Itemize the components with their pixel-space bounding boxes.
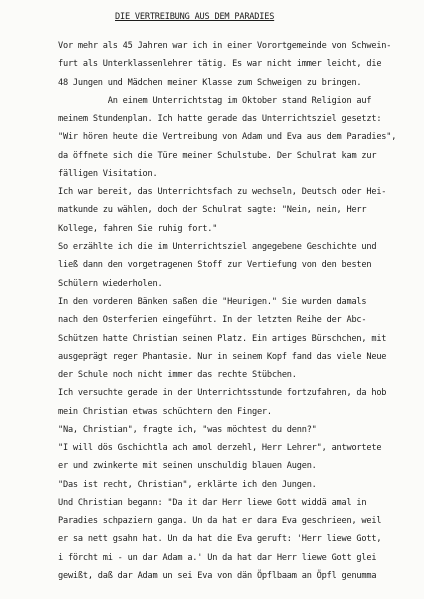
text-line: Ich war bereit, das Unterrichtsfach zu wechseln, Deutsch oder Hei- [58, 187, 387, 197]
text-line: meinem Stundenplan. Ich hatte gerade das Unterrichtsziel gesetzt: [58, 114, 382, 124]
text-line: da öffnete sich die Türe meiner Schulstube. Der Schulrat kam zur [58, 151, 377, 161]
text-line: An einem Unterrichtstag im Oktober stand Religion auf [58, 96, 372, 106]
text-line: der Schule noch nicht immer das rechte Stübchen. [58, 370, 297, 380]
text-line: furt als Unterklassenlehrer tätig. Es war nicht immer leicht, die [58, 59, 382, 69]
text-line: 48 Jungen und Mädchen meiner Klasse zum Schweigen zu bringen. [58, 78, 362, 88]
text-line: nach den Osterferien eingeführt. In der letzten Reihe der Abc- [58, 315, 367, 325]
text-line: "Das ist recht, Christian", erklärte ich den Jungen. [58, 480, 317, 490]
text-line: matkunde zu wählen, doch der Schulrat sagte: "Nein, nein, Herr [58, 205, 367, 215]
text-line: Und Christian begann: "Da it dar Herr liewe Gott widdä amal in [58, 498, 367, 508]
text-line: So erzählte ich die im Unterrichtsziel angegebene Geschichte und [58, 242, 377, 252]
text-line: "Na, Christian", fragte ich, "was möchtest du denn?" [58, 425, 317, 435]
text-line: ausgeprägt reger Phantasie. Nur in seinem Kopf fand das viele Neue [58, 352, 387, 362]
text-line: Schülern wiederholen. [58, 279, 163, 289]
text-line: Vor mehr als 45 Jahren war ich in einer Vorortgemeinde von Schwein- [58, 41, 392, 51]
document-title: DIE VERTREIBUNG AUS DEM PARADIES [115, 12, 275, 22]
text-line: i förcht mi - un dar Adam a.' Un da hat dar Herr liewe Gott glei [58, 553, 377, 563]
text-line: "I will dös Gschichtla ach amol derzehl, Herr Lehrer", antwortete [58, 443, 382, 453]
text-line: fälligen Visitation. [58, 169, 158, 179]
text-line: In den vorderen Bänken saßen die "Heurigen." Sie wurden damals [58, 297, 367, 307]
text-line: gewißt, daß dar Adam un sei Eva von dän Öpflbaam an Öpfl genumma [58, 571, 377, 581]
text-line: ließ dann den vorgetragenen Stoff zur Vertiefung von den besten [58, 260, 372, 270]
text-line: Schützen hatte Christian seinen Platz. Ein artiges Bürschchen, mit [58, 334, 387, 344]
text-line: mein Christian etwas schüchtern den Finger. [58, 407, 272, 417]
text-line: Kollege, fahren Sie ruhig fort." [58, 224, 218, 234]
text-line: Paradies schpaziern ganga. Un da hat er dara Eva geschrieen, weil [58, 516, 382, 526]
text-line: er sa nett gsahn hat. Un da hat die Eva geruft: 'Herr liewe Gott, [58, 534, 382, 544]
text-line: Ich versuchte gerade in der Unterrichtsstunde fortzufahren, da hob [58, 388, 387, 398]
text-line: er und zwinkerte mit seinen unschuldig blauen Augen. [58, 461, 317, 471]
text-line: "Wir hören heute die Vertreibung von Adam und Eva aus dem Paradies", [58, 132, 397, 142]
